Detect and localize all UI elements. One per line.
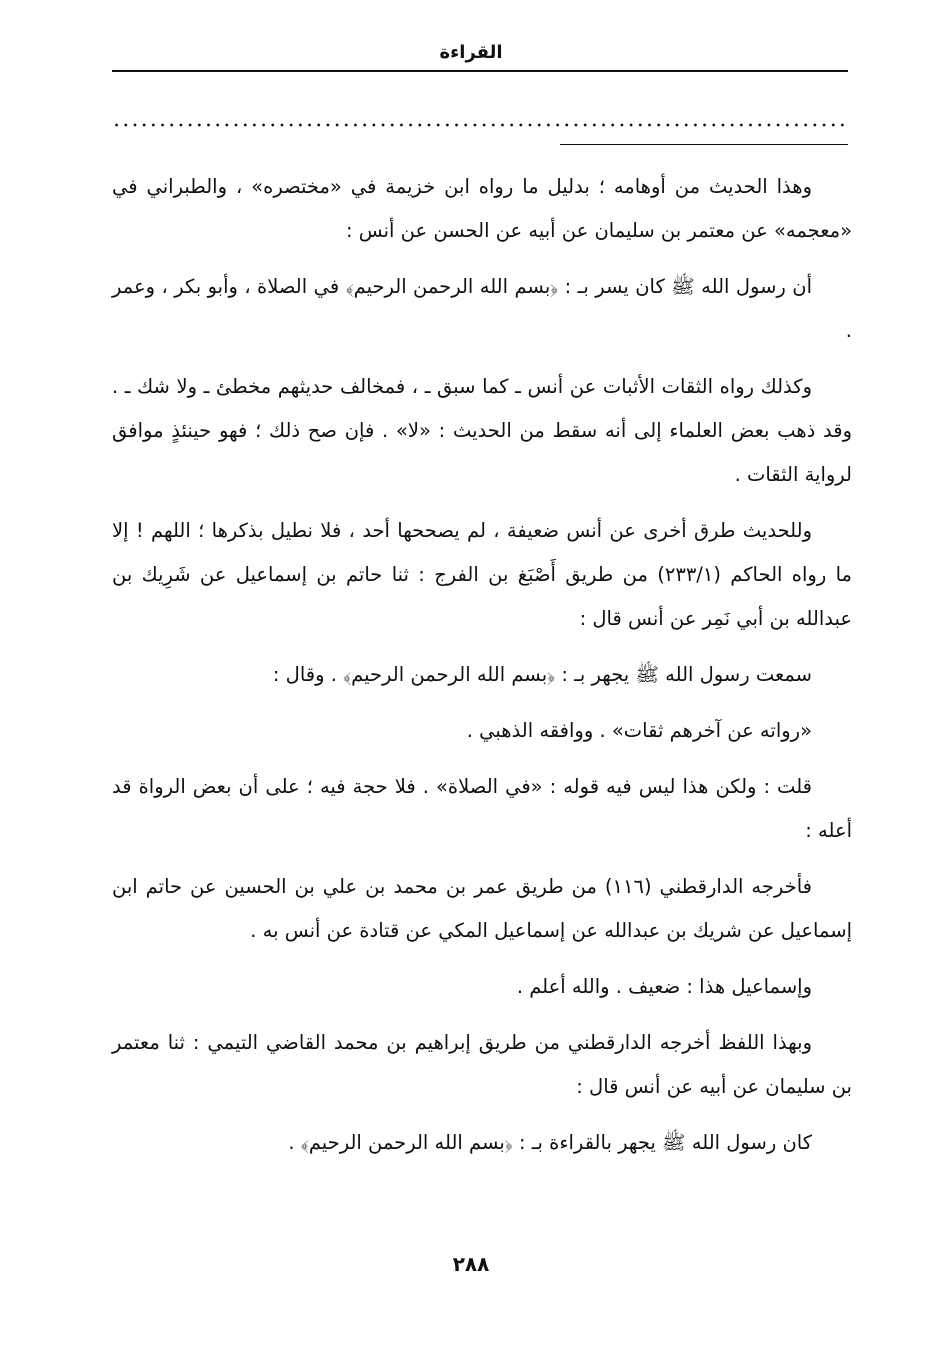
paragraph: فأخرجه الدارقطني (١١٦) من طريق عمر بن محمد بن علي بن الحسين عن حاتم ابن إسماعيل عن شريك بن عبدالله عن إسماعيل المكي عن قتادة عن أنس به .: [112, 875, 852, 942]
paragraph: وكذلك رواه الثقات الأثبات عن أنس ـ كما سبق ـ ، فمخالف حديثهم مخطئ ـ ولا شك ـ . وقد ذهب بعض العلماء إلى أنه سقط من الحديث : «لا» . فإن صح ذلك ؛ فهو حينئذٍ موافق لرواية الثقات .: [112, 375, 852, 486]
paragraph: وللحديث طرق أخرى عن أنس ضعيفة ، لم يصححها أحد ، فلا نطيل بذكرها ؛ اللهم ! إلا ما رواه الحاكم (٢٣٣/١) من طريق أَصْبَغ بن الفرج : ثنا حاتم بن إسماعيل عن شَرِيك بن عبدالله بن أبي نَمِر عن أنس قال :: [112, 519, 852, 630]
paragraph: «رواته عن آخرهم ثقات» . ووافقه الذهبي .: [466, 719, 812, 742]
header-rule: [112, 70, 848, 72]
paragraph: قلت : ولكن هذا ليس فيه قوله : «في الصلاة» . فلا حجة فيه ؛ على أن بعض الرواة قد أعله :: [112, 775, 852, 842]
ellipsis-dotted-line: [112, 118, 848, 132]
quoted-hadith: سمعت رسول الله ﷺ يجهر بـ : ﴿بسم الله الرحمن الرحيم﴾ . وقال :: [272, 663, 812, 686]
quoted-hadith: كان رسول الله ﷺ يجهر بالقراءة بـ : ﴿بسم الله الرحمن الرحيم﴾ .: [288, 1131, 812, 1154]
paragraph: وهذا الحديث من أوهامه ؛ بدليل ما رواه ابن خزيمة في «مختصره» ، والطبراني في «معجمه» عن معتمر بن سليمان عن أبيه عن الحسن عن أنس :: [112, 175, 852, 242]
footnote-separator-rule: [560, 144, 848, 145]
paragraph: وبهذا اللفظ أخرجه الدارقطني من طريق إبراهيم بن محمد القاضي التيمي : ثنا معتمر بن سليمان عن أبيه عن أنس قال :: [112, 1031, 852, 1098]
paragraph: وإسماعيل هذا : ضعيف . والله أعلم .: [516, 975, 812, 998]
paragraph: أن رسول الله ﷺ كان يسر بـ : ﴿بسم الله الرحمن الرحيم﴾ في الصلاة ، وأبو بكر ، وعمر .: [112, 275, 852, 342]
running-header-title: القراءة: [439, 42, 503, 63]
page-number: ٢٨٨: [452, 1252, 490, 1276]
page-body: [112, 165, 852, 1177]
